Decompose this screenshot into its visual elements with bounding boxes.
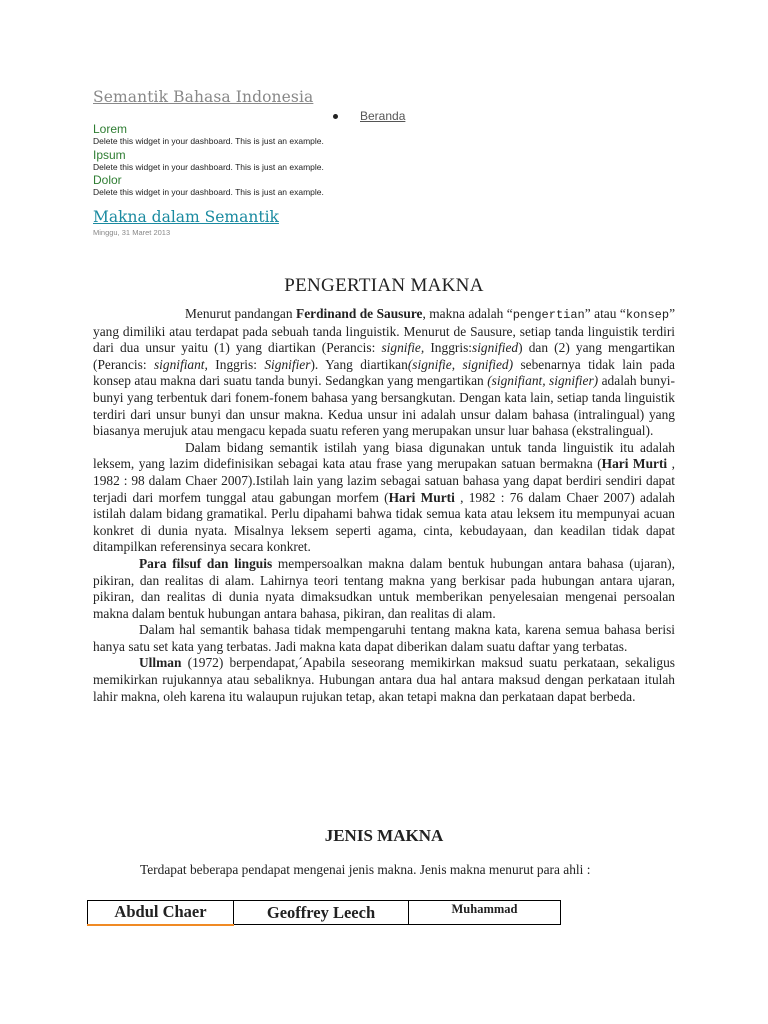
section-heading-pengertian: PENGERTIAN MAKNA <box>284 275 484 296</box>
widget-title: Ipsum <box>93 148 126 162</box>
intro-text: Terdapat beberapa pendapat mengenai jenis makna. Jenis makna menurut para ahli : <box>140 862 591 877</box>
nav-menu <box>333 109 405 123</box>
bullet-icon <box>333 114 338 119</box>
table-row <box>88 901 561 925</box>
experts-table <box>87 900 561 926</box>
table-cell: Abdul Chaer <box>88 901 234 925</box>
blog-title-link[interactable]: Semantik Bahasa Indonesia <box>93 88 314 106</box>
post-date: Minggu, 31 Maret 2013 <box>93 228 171 237</box>
table-cell: Muhammad <box>409 901 561 925</box>
widget-dolor <box>93 174 324 197</box>
widget-description: Delete this widget in your dashboard. This is just an example. <box>93 136 324 146</box>
section-heading-jenis: JENIS MAKNA <box>324 826 444 845</box>
nav-item-beranda[interactable]: Beranda <box>360 109 406 123</box>
post-title-link[interactable]: Makna dalam Semantik <box>93 208 279 226</box>
widget-title: Lorem <box>93 122 128 136</box>
widget-description: Delete this widget in your dashboard. This is just an example. <box>93 187 324 197</box>
widget-title: Dolor <box>93 173 122 187</box>
widget-description: Delete this widget in your dashboard. This is just an example. <box>93 162 324 172</box>
widget-ipsum <box>93 149 324 172</box>
table-cell: Geoffrey Leech <box>234 901 409 925</box>
paragraph-1: Menurut pandangan Ferdinand de Sausure, makna adalah “pengertian” atau “konsep” yang dimiliki atau terdapat pada sebuah tanda linguistik. Menurut de Sausure, setiap tanda linguistik terdiri dari dua unsur yaitu (1) yang diartikan (Perancis: signifie, Inggris:signified) dan (2) yang mengartikan (Perancis: signifiant, Inggris: Signifier). Yang diartikan(signifie, signified) sebenarnya tidak lain pada konsep atau makna dari suatu tanda bunyi. Sedangkan yang mengartikan (signifiant, signifier) adalah bunyi-bunyi yang terbentuk dari fonem-fonem bahasa yang bersangkutan. Dengan kata lain, setiap tanda linguistik terdiri dari unsur bunyi dan unsur makna. Kedua unsur ini adalah unsur dalam bahasa (intralingual) yang biasanya merujuk atau mengacu kepada suatu referen yang merupakan unsur luar bahasa (ekstralingual). Dalam bidang semantik istilah yang biasa digunakan untuk tanda linguistik itu adalah leksem, yang lazim didefinisikan sebagai kata atau frase yang merupakan satuan bermakna (Hari Murti , 1982 : 98 dalam Chaer 2007).Istilah lain yang lazim sebagai satuan bahasa yang dapat berdiri sendiri dapat terjadi dari morfem tunggal atau gabungan morfem (Hari Murti , 1982 : 76 dalam Chaer 2007) adalah istilah dalam bidang gramatikal. Perlu dipahami bahwa tidak semua kata atau leksem itu mempunyai acuan konkret di dunia nyata. Misalnya leksem seperti agama, cinta, kebudayaan, dan keadilan tidak dapat ditampilkan referensinya secara konkret. Para filsuf dan linguis mempersoalkan makna dalam bentuk hubungan antara bahasa (ujaran), pikiran, dan realitas di alam. Lahirnya teori tentang makna yang berkisar pada hubungan antara ujaran, pikiran, dan realitas di dunia nyata dimaksudkan untuk memberikan penyelesaian mengenai persoalan makna dalam bentuk hubungan antara bahasa, pikiran, dan realitas di alam. Dalam hal semantik bahasa tidak mempengaruhi tentang makna kata, karena semua bahasa berisi hanya satu set kata yang terbatas. Jadi makna kata dapat diberikan dalam suatu daftar yang terbatas. Ullman (1972) berpendapat,´Apabila seseorang memikirkan maksud suatu perkataan, sekaligus memikirkan rujukannya atau sebaliknya. Hubungan antara dua hal antara maksud dengan perkataan itulah lahir makna, oleh karena itu walaupun rujukan tetap, akan tetapi makna dan perkataan dapat berbeda. <box>93 306 676 704</box>
widget-lorem <box>93 123 324 146</box>
